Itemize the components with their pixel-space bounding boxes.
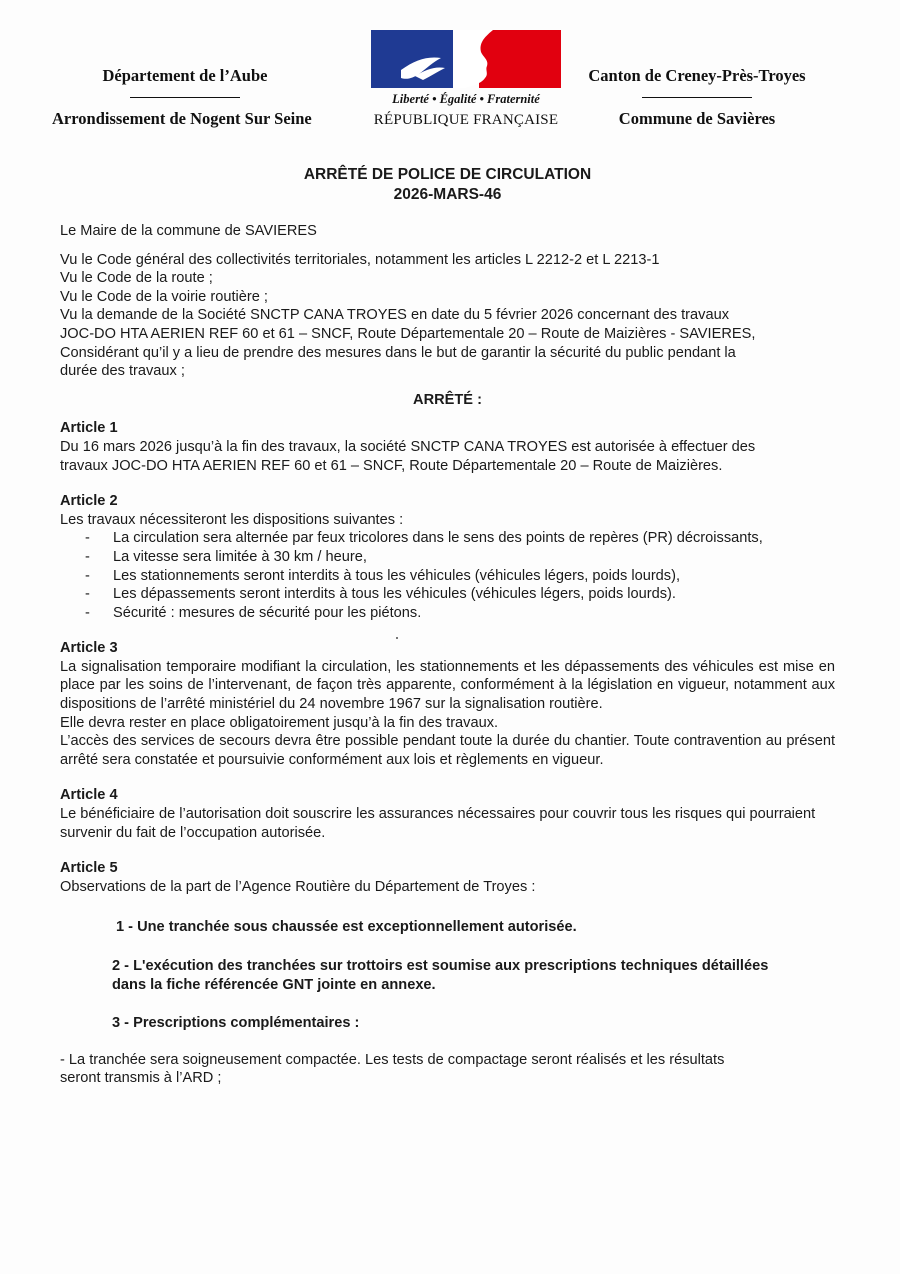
title-line-2: 2026-MARS-46 [393, 186, 502, 203]
list-item: - Les dépassements seront interdits à tous les véhicules (véhicules légers, poids lourds). [85, 585, 835, 604]
canton-label: Canton de Creney-Près-Troyes [588, 66, 806, 85]
vu-line-3: Vu le Code de la voirie routière ; [60, 288, 268, 305]
spacer [60, 937, 835, 957]
spacer [60, 241, 835, 251]
department-label: Département de l’Aube [102, 66, 268, 85]
header-right [568, 66, 826, 129]
republic-motto: Liberté • Égalité • Fraternité [392, 92, 540, 106]
article-4-text: Le bénéficiaire de l’autorisation doit souscrire les assurances nécessaires pour couvrir tous les risques qui pourraient survenir du fait de l’occupation autorisée. [60, 806, 816, 841]
article-1-line-2: travaux JOC-DO HTA AERIEN REF 60 et 61 – SNCF, Route Départementale 20 – Route de Maizières. [60, 457, 723, 474]
republic-name: RÉPUBLIQUE FRANÇAISE [373, 112, 559, 128]
observation-2-line-a: 2 - L'exécution des tranchées sur trottoirs est soumise aux prescriptions techniques détaillées [112, 958, 769, 974]
list-item: - La vitesse sera limitée à 30 km / heure, [85, 548, 835, 567]
mayor-line: Le Maire de la commune de SAVIERES [60, 223, 317, 239]
list-item: - Sécurité : mesures de sécurité pour les piétons. [85, 604, 835, 623]
considerant-line-b: durée des travaux ; [60, 363, 185, 380]
spacer [60, 381, 835, 391]
document-title [0, 165, 895, 205]
arrete-heading: ARRÊTÉ : [413, 391, 482, 408]
considerant-line-a: Considérant qu’il y a lieu de prendre des mesures dans le but de garantir la sécurité du public pendant la [60, 344, 736, 361]
observation-1: 1 - Une tranchée sous chaussée est exceptionnellement autorisée. [116, 919, 577, 936]
article-2-intro: Les travaux nécessiteront les dispositions suivantes : [60, 511, 404, 528]
article-3-heading: Article 3 [60, 640, 118, 657]
article-3-paragraph-1: La signalisation temporaire modifiant la circulation, les stationnements et les dépassements des véhicules est mise en place par les soins de l’intervenant, de façon très apparente, conformément à la législation en vigueur, notamment aux dispositions de l’arrêté ministériel du 24 novembre 1967 sur la signalisation routière. [60, 658, 835, 713]
vu-line-2: Vu le Code de la route ; [60, 270, 213, 287]
arrondissement-label: Arrondissement de Nogent Sur Seine [52, 109, 312, 128]
logo-blue-panel [371, 30, 453, 88]
header-left-rule [130, 97, 240, 98]
marianne-logo-icon [371, 30, 561, 88]
article-2-list [60, 529, 835, 622]
spacer [60, 994, 835, 1014]
title-line-1: ARRÊTÉ DE POLICE DE CIRCULATION [303, 166, 592, 183]
observation-2-line-b: dans la fiche référencée GNT jointe en annexe. [112, 976, 436, 993]
spacer [60, 622, 835, 639]
spacer [60, 769, 835, 786]
observation-3: 3 - Prescriptions complémentaires : [112, 1015, 360, 1032]
list-item: - La circulation sera alternée par feux tricolores dans le sens des points de repères (PR) décroissants, [85, 529, 835, 548]
vu-line-4b: JOC-DO HTA AERIEN REF 60 et 61 – SNCF, Route Départementale 20 – Route de Maizières - SAVIERES, [60, 325, 756, 342]
spacer [60, 1033, 835, 1051]
header-right-rule [642, 97, 752, 98]
commune-label: Commune de Savières [618, 109, 776, 128]
document-body [60, 222, 835, 1088]
list-item: - Les stationnements seront interdits à tous les véhicules (véhicules légers, poids lourds), [85, 567, 835, 586]
article-2-heading: Article 2 [60, 493, 118, 510]
header-left [52, 66, 312, 129]
article-1-line-1: Du 16 mars 2026 jusqu’à la fin des travaux, la société SNCTP CANA TROYES est autorisée à effectuer des [60, 438, 756, 455]
vu-line-1: Vu le Code général des collectivités territoriales, notamment les articles L 2212-2 et L 2213-1 [60, 251, 660, 268]
final-line-b: seront transmis à l’ARD ; [60, 1070, 222, 1087]
spacer [60, 409, 835, 419]
marianne-logo [371, 30, 561, 88]
logo-red-panel [479, 30, 561, 88]
article-5-intro: Observations de la part de l’Agence Routière du Département de Troyes : [60, 878, 536, 895]
article-5-heading: Article 5 [60, 860, 118, 877]
spacer [60, 896, 835, 918]
article-4-heading: Article 4 [60, 787, 118, 804]
spacer [60, 842, 835, 859]
vu-line-4a: Vu la demande de la Société SNCTP CANA TROYES en date du 5 février 2026 concernant des travaux [60, 307, 729, 324]
article-1-heading: Article 1 [60, 420, 118, 437]
scan-speck [396, 637, 398, 639]
article-3-paragraph-3: L’accès des services de secours devra être possible pendant toute la durée du chantier. Toute contravention au présent arrêté sera constatée et poursuivie conformément aux lois et règlements en vigueur. [60, 733, 835, 768]
spacer [60, 475, 835, 492]
final-line-a: - La tranchée sera soigneusement compactée. Les tests de compactage seront réalisés et les résultats [60, 1051, 725, 1068]
article-3-paragraph-2: Elle devra rester en place obligatoirement jusqu’à la fin des travaux. [60, 714, 499, 731]
